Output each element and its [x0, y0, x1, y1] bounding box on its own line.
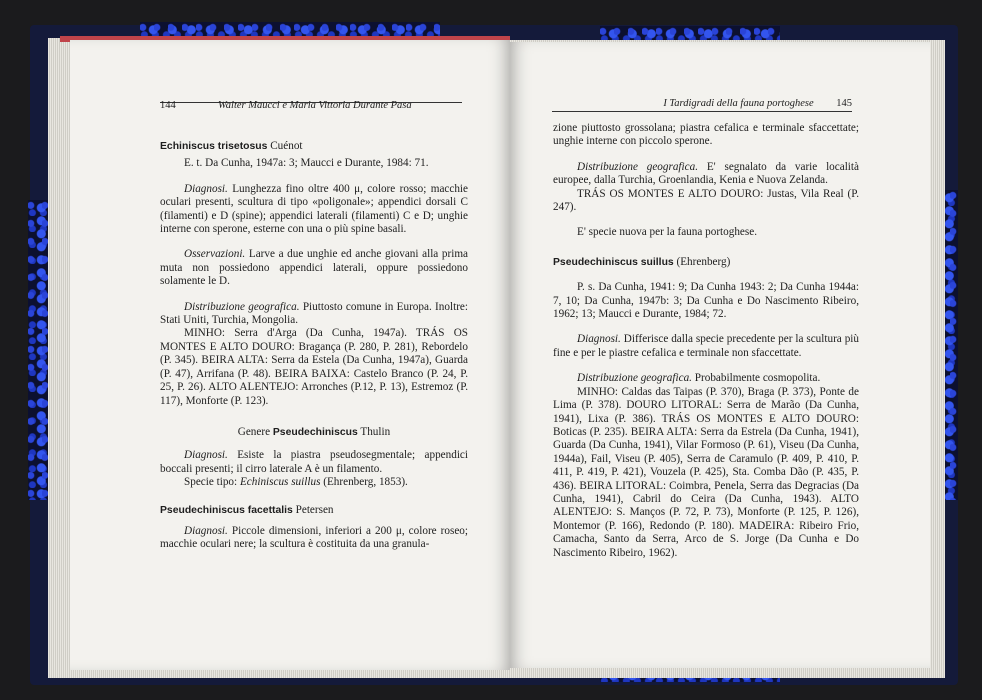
right-page-body — [553, 122, 859, 560]
marbled-edge-left — [28, 200, 48, 500]
new-record-note: E' specie nuova per la fauna portoghese. — [577, 226, 758, 239]
genus-diagnosis: Diagnosi. Esiste la piastra pseudosegmentale; appendici boccali presenti; il cirro laterale A è un filamento. — [160, 449, 468, 475]
type-species: Specie tipo: Echiniscus suillus (Ehrenberg, 1853). — [184, 476, 408, 489]
distribution-paragraph: Distribuzione geografica. Probabilmente cosmopolita. — [577, 372, 821, 385]
species-heading: Echiniscus trisetosus Cuénot — [160, 140, 303, 152]
left-page — [70, 40, 510, 670]
localities-paragraph: MINHO: Serra d'Arga (Da Cunha, 1947a). TRÁS OS MONTES E ALTO DOURO: Bragança (P. 280, P. 281), Rebordelo (P. 345). BEIRA ALTA: Serra da Estela (Da Cunha, 1947a), Guarda (P. 47), Arrifana (P. 48). BEIRA BAIXA: Castelo Branco (P. 24, P. 25, P. 26). ALTO ALENTEJO: Arronches (P.12, P. 13), Estremoz (P. 117), Monforte (P. 123). — [160, 327, 468, 407]
synonymy: P. s. Da Cunha, 1941: 9; Da Cunha 1943: 2; Da Cunha 1944a: 7, 10; Da Cunha, 1947b: 3; Da Cunha e Do Nascimento Ribeiro, 1962; 13; Maucci e Durante, 1984; 72. — [553, 281, 859, 321]
left-page-body — [160, 140, 468, 552]
continuation-paragraph: zione piuttosto grossolana; piastra cefalica e terminale sfaccettate; unghie interne con piccolo sperone. — [553, 122, 859, 148]
diagnosis-paragraph: Diagnosi. Differisce dalla specie precedente per la scultura più fine e per le piastre cefalica e terminale non sfaccettate. — [553, 333, 859, 359]
synonymy: E. t. Da Cunha, 1947a: 3; Maucci e Durante, 1984: 71. — [184, 157, 429, 170]
species-heading: Pseudechiniscus suillus (Ehrenberg) — [553, 255, 731, 268]
diagnosis-paragraph: Diagnosi. Piccole dimensioni, inferiori a 200 μ, colore roseo; macchie oculari nere; la scultura è costituita da una granula- — [160, 524, 469, 551]
page-number: 144 — [160, 100, 176, 111]
localities-paragraph: TRÁS OS MONTES E ALTO DOURO: Justas, Vila Real (P. 247). — [553, 187, 859, 214]
species-heading: Pseudechiniscus facettalis Petersen — [160, 503, 334, 516]
genus-heading: Genere Pseudechiniscus Thulin — [237, 425, 391, 438]
distribution-paragraph: Distribuzione geografica. Piuttosto comune in Europa. Inoltre: Stati Uniti, Turchia, Mongolia. — [160, 300, 468, 327]
observations-paragraph: Osservazioni. Larve a due unghie ed anche giovani alla prima muta non possiedono appendici laterali, oppure possiedono solamente le D. — [160, 248, 468, 288]
left-page-header — [160, 100, 462, 111]
running-head: I Tardigradi della fauna portoghese — [663, 98, 814, 109]
running-head: Walter Maucci e Maria Vittoria Durante Pasa — [218, 100, 412, 111]
diagnosis-paragraph: Diagnosi. Lunghezza fino oltre 400 μ, colore rosso; macchie oculari presenti, scultura di tipo «poligonale»; appendici dorsali C (filamenti) e D (spine); appendici laterali (filamenti) C e D; unghie interne con sperone, esterne con una o più spine basali. — [160, 182, 469, 236]
distribution-paragraph: Distribuzione geografica. E' segnalato da varie località europee, dalla Turchia, Groenlandia, Kenia e Nuova Zelanda. — [553, 160, 859, 187]
page-number: 145 — [836, 98, 852, 109]
right-page-header — [552, 98, 852, 112]
right-page — [510, 42, 930, 668]
localities-paragraph: MINHO: Caldas das Taipas (P. 370), Braga (P. 373), Ponte de Lima (P. 378). DOURO LITORAL: Serra de Marão (Da Cunha, 1941), Lixa (P. 386). TRÁS OS MONTES E ALTO DOURO: Boticas (P. 235). BEIRA ALTA: Serra da Estrela (Da Cunha, 1941), Guarda (Da Cunha, 1941), Vilar Formoso (P. 61), Viseu (Da Cunha, 1944a), Fail, Viseu (P. 405), Serra de Caramulo (P. 409, P. 410, P. 411, P. 419, P. 421), Vouzela (P. 425), Sta. Comba Dão (P. 435, P. 436). BEIRA LITORAL: Coimbra, Penela, Serra das Degracias (Da Cunha, 1941), Cabril do Ceira (Da Cunha, 1943). ALTO ALENTEJO: S. Manços (P. 72, P. 73), Monforte (P. 125, P. 126), Montemor (P. 166), Redondo (P. 180). MADEIRA: Ribeiro Frio, Camacha, Santo da Serra, Arco de S. Jorge (Da Cunha e Do Nascimento Ribeiro, 1962). — [553, 385, 859, 559]
